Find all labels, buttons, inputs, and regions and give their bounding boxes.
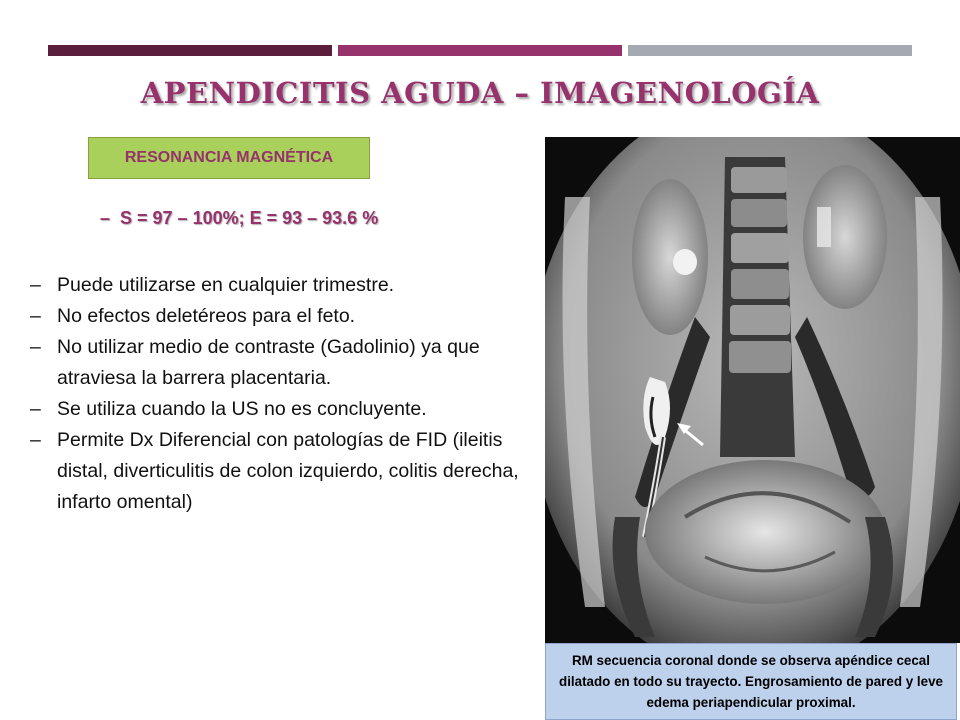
stat-dash: – bbox=[100, 208, 111, 228]
list-item bbox=[30, 425, 530, 518]
bullet-dash: – bbox=[30, 305, 41, 327]
list-item bbox=[30, 270, 530, 301]
bullet-list bbox=[30, 270, 530, 518]
section-label-text: RESONANCIA MAGNÉTICA bbox=[124, 149, 334, 166]
list-item bbox=[30, 301, 530, 332]
bullet-dash: – bbox=[30, 429, 41, 451]
bullet-text: No efectos deletéreos para el feto. bbox=[57, 305, 356, 327]
bullet-text: No utilizar medio de contraste (Gadolinio) ya que atraviesa la barrera placentaria. bbox=[57, 336, 480, 389]
header-bar-gray bbox=[628, 45, 912, 56]
bullet-dash: – bbox=[30, 274, 41, 296]
bullet-text: Puede utilizarse en cualquier trimestre. bbox=[57, 274, 395, 296]
list-item bbox=[30, 332, 530, 394]
section-label bbox=[88, 137, 370, 179]
bullet-text: Se utiliza cuando la US no es concluyente. bbox=[57, 398, 427, 420]
slide-title: APENDICITIS AGUDA – IMAGENOLOGÍA bbox=[140, 76, 820, 110]
sensitivity-specificity-line bbox=[100, 208, 378, 229]
header-bar-dark bbox=[48, 45, 332, 56]
mri-coronal-illustration bbox=[545, 137, 960, 643]
bullet-dash: – bbox=[30, 336, 41, 358]
image-caption: RM secuencia coronal donde se observa apéndice cecal dilatado en todo su trayecto. Engrosamiento de pared y leve edema periapendicular proximal. bbox=[545, 643, 957, 720]
bullet-text: Permite Dx Diferencial con patologías de FID (ileitis distal, diverticulitis de colon izquierdo, colitis derecha, infarto omental) bbox=[57, 429, 519, 513]
list-item bbox=[30, 394, 530, 425]
stat-text: S = 97 – 100%; E = 93 – 93.6 % bbox=[120, 208, 379, 228]
header-bar-magenta bbox=[338, 45, 622, 56]
mri-image bbox=[545, 137, 960, 643]
bullet-dash: – bbox=[30, 398, 41, 420]
